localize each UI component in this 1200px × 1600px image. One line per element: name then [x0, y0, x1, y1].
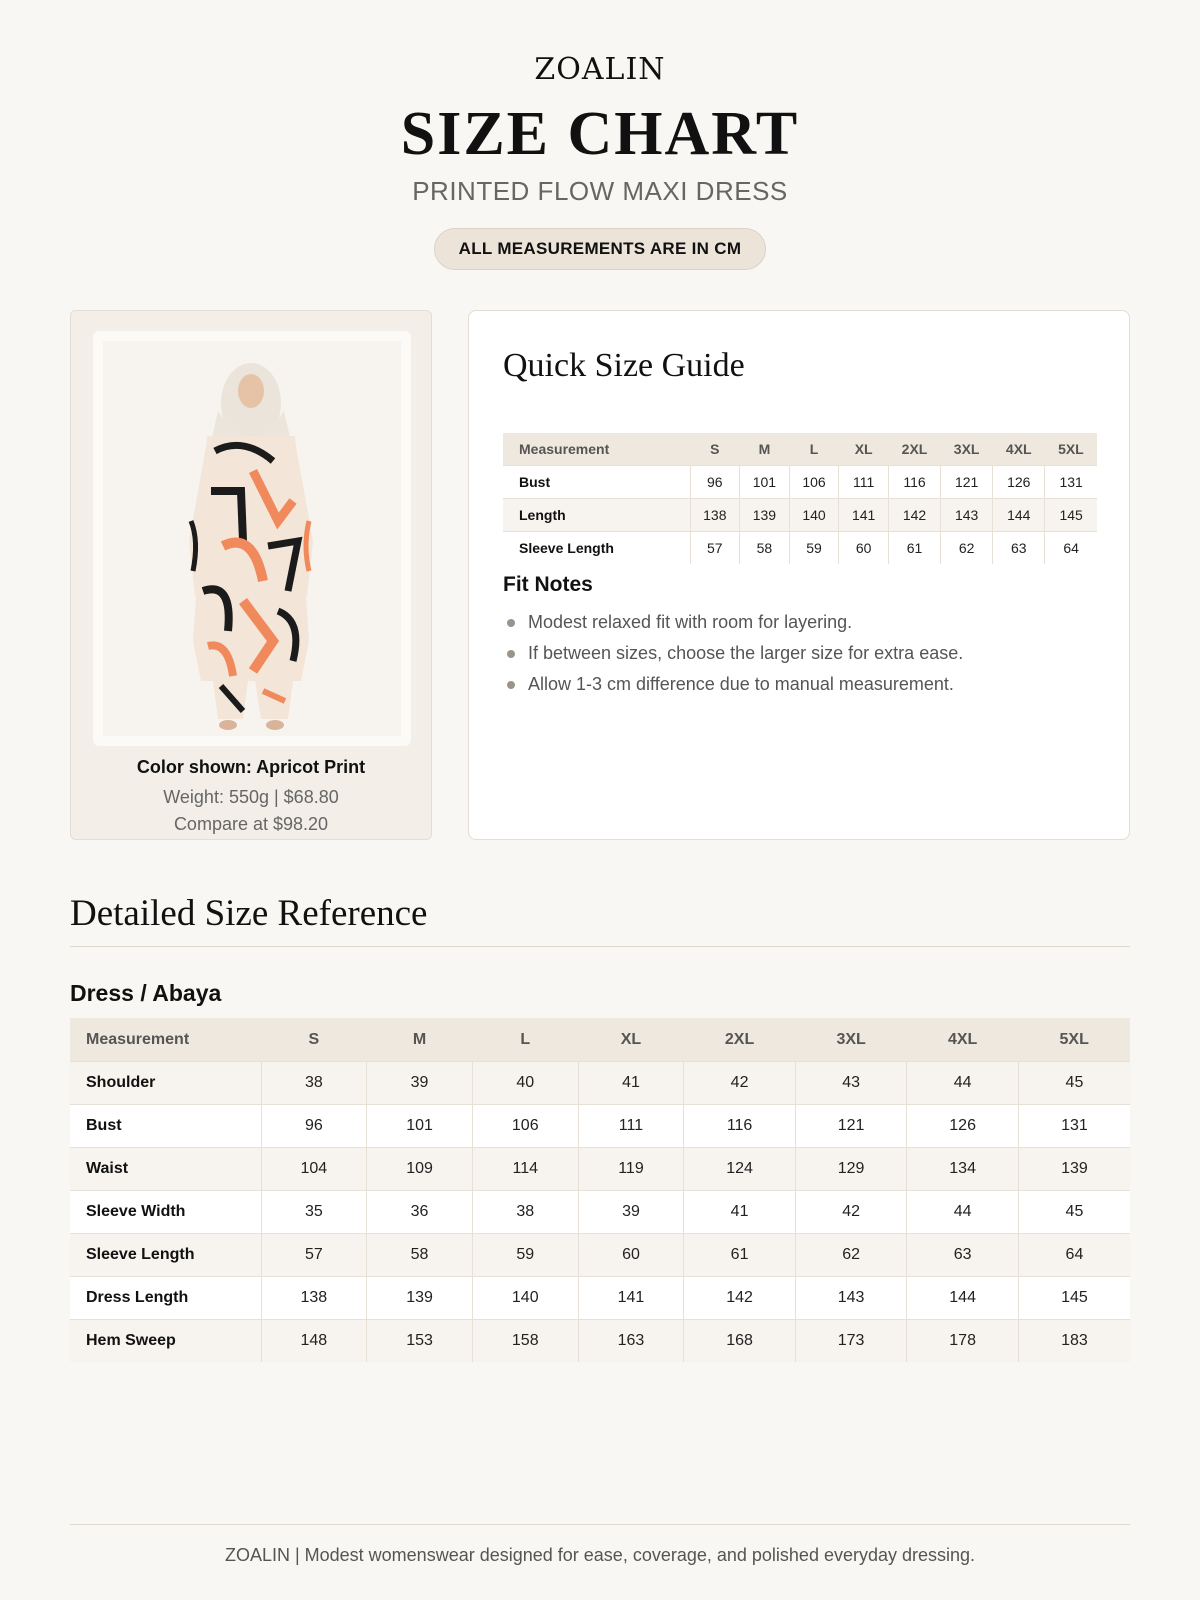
table-cell: 153 [367, 1320, 473, 1363]
table-cell: 42 [684, 1062, 796, 1105]
table-cell: 111 [839, 466, 889, 499]
table-cell: 101 [367, 1105, 473, 1148]
column-header: XL [578, 1018, 684, 1062]
column-header: M [367, 1018, 473, 1062]
table-cell: 168 [684, 1320, 796, 1363]
table-cell: 109 [367, 1148, 473, 1191]
column-header: L [472, 1018, 578, 1062]
column-header: Measurement [70, 1018, 261, 1062]
table-cell: 96 [690, 466, 740, 499]
list-item [503, 638, 963, 669]
table-cell: 45 [1018, 1191, 1130, 1234]
column-header: 4XL [993, 433, 1045, 466]
table-cell: 148 [261, 1320, 367, 1363]
table-cell: 145 [1018, 1277, 1130, 1320]
table-cell: 41 [684, 1191, 796, 1234]
table-cell: 60 [839, 532, 889, 565]
bullet-icon [507, 650, 515, 658]
row-label: Dress Length [70, 1277, 261, 1320]
column-header: S [690, 433, 740, 466]
table-row [70, 1062, 1130, 1105]
table-cell: 173 [795, 1320, 907, 1363]
table-cell: 163 [578, 1320, 684, 1363]
table-cell: 57 [690, 532, 740, 565]
table-cell: 140 [472, 1277, 578, 1320]
table-header-row [70, 1018, 1130, 1062]
row-label: Sleeve Length [503, 532, 690, 565]
brand-logo: ZOALIN [534, 52, 666, 87]
table-row [503, 532, 1097, 565]
table-cell: 142 [684, 1277, 796, 1320]
table-cell: 58 [367, 1234, 473, 1277]
table-cell: 111 [578, 1105, 684, 1148]
list-item [503, 669, 963, 700]
table-cell: 134 [907, 1148, 1019, 1191]
fit-notes-title: Fit Notes [503, 573, 593, 596]
column-header: 2XL [888, 433, 940, 466]
column-header: S [261, 1018, 367, 1062]
table-cell: 57 [261, 1234, 367, 1277]
quick-size-guide-card [468, 310, 1130, 840]
table-cell: 40 [472, 1062, 578, 1105]
footer-divider [70, 1524, 1130, 1525]
weight-price-label: Weight: 550g | $68.80 [163, 787, 339, 807]
table-cell: 96 [261, 1105, 367, 1148]
table-cell: 142 [888, 499, 940, 532]
fit-notes-list [503, 607, 963, 700]
table-cell: 104 [261, 1148, 367, 1191]
row-label: Bust [503, 466, 690, 499]
column-header: 5XL [1045, 433, 1097, 466]
table-cell: 116 [888, 466, 940, 499]
table-cell: 143 [795, 1277, 907, 1320]
table-cell: 141 [839, 499, 889, 532]
table-cell: 44 [907, 1062, 1019, 1105]
list-item [503, 607, 963, 638]
quick-size-table [503, 433, 1097, 564]
table-cell: 44 [907, 1191, 1019, 1234]
row-label: Sleeve Length [70, 1234, 261, 1277]
table-row [503, 466, 1097, 499]
table-cell: 64 [1018, 1234, 1130, 1277]
table-cell: 183 [1018, 1320, 1130, 1363]
table-cell: 126 [993, 466, 1045, 499]
table-cell: 38 [472, 1191, 578, 1234]
row-label: Shoulder [70, 1062, 261, 1105]
column-header: 4XL [907, 1018, 1019, 1062]
table-cell: 45 [1018, 1062, 1130, 1105]
table-cell: 140 [789, 499, 839, 532]
detailed-size-table [70, 1018, 1130, 1362]
table-cell: 138 [690, 499, 740, 532]
table-cell: 119 [578, 1148, 684, 1191]
table-cell: 131 [1045, 466, 1097, 499]
row-label: Length [503, 499, 690, 532]
column-header: 3XL [795, 1018, 907, 1062]
bullet-icon [507, 681, 515, 689]
page-header [0, 0, 1200, 270]
table-cell: 38 [261, 1062, 367, 1105]
table-cell: 129 [795, 1148, 907, 1191]
column-header: Measurement [503, 433, 690, 466]
column-header: L [789, 433, 839, 466]
fit-note-text: Modest relaxed fit with room for layering. [528, 612, 853, 632]
table-cell: 39 [578, 1191, 684, 1234]
table-cell: 59 [472, 1234, 578, 1277]
table-cell: 145 [1045, 499, 1097, 532]
table-cell: 144 [993, 499, 1045, 532]
table-cell: 178 [907, 1320, 1019, 1363]
table-row [70, 1148, 1130, 1191]
table-header-row [503, 433, 1097, 466]
fit-note-text: Allow 1-3 cm difference due to manual measurement. [528, 674, 954, 694]
table-cell: 43 [795, 1062, 907, 1105]
column-header: 5XL [1018, 1018, 1130, 1062]
category-title: Dress / Abaya [70, 980, 222, 1006]
row-label: Sleeve Width [70, 1191, 261, 1234]
table-row [70, 1234, 1130, 1277]
table-cell: 121 [795, 1105, 907, 1148]
table-cell: 139 [740, 499, 790, 532]
table-cell: 131 [1018, 1105, 1130, 1148]
divider [70, 946, 1130, 947]
table-cell: 114 [472, 1148, 578, 1191]
fit-note-text: If between sizes, choose the larger size for extra ease. [528, 643, 964, 663]
column-header: XL [839, 433, 889, 466]
table-cell: 143 [941, 499, 993, 532]
footer-text: ZOALIN | Modest womenswear designed for ease, coverage, and polished everyday dressing. [224, 1545, 976, 1565]
model-dress-illustration [103, 341, 401, 736]
quick-size-guide-title: Quick Size Guide [503, 347, 745, 384]
table-cell: 106 [789, 466, 839, 499]
table-cell: 64 [1045, 532, 1097, 565]
table-cell: 61 [888, 532, 940, 565]
table-cell: 62 [795, 1234, 907, 1277]
table-cell: 139 [367, 1277, 473, 1320]
table-cell: 36 [367, 1191, 473, 1234]
table-row [503, 499, 1097, 532]
table-cell: 59 [789, 532, 839, 565]
table-cell: 39 [367, 1062, 473, 1105]
row-label: Bust [70, 1105, 261, 1148]
detailed-size-title: Detailed Size Reference [70, 893, 428, 934]
page-title: SIZE CHART [400, 100, 800, 168]
table-cell: 101 [740, 466, 790, 499]
table-cell: 60 [578, 1234, 684, 1277]
table-row [70, 1277, 1130, 1320]
table-cell: 106 [472, 1105, 578, 1148]
table-cell: 121 [941, 466, 993, 499]
table-row [70, 1191, 1130, 1234]
product-card [70, 310, 432, 840]
compare-price-label: Compare at $98.20 [173, 814, 329, 834]
bullet-icon [507, 619, 515, 627]
table-cell: 42 [795, 1191, 907, 1234]
table-cell: 61 [684, 1234, 796, 1277]
row-label: Waist [70, 1148, 261, 1191]
table-cell: 58 [740, 532, 790, 565]
table-cell: 139 [1018, 1148, 1130, 1191]
table-cell: 124 [684, 1148, 796, 1191]
table-row [70, 1320, 1130, 1363]
table-cell: 158 [472, 1320, 578, 1363]
column-header: 2XL [684, 1018, 796, 1062]
color-shown-label: Color shown: Apricot Print [136, 757, 366, 777]
column-header: M [740, 433, 790, 466]
table-row [70, 1105, 1130, 1148]
table-cell: 138 [261, 1277, 367, 1320]
table-cell: 35 [261, 1191, 367, 1234]
table-cell: 141 [578, 1277, 684, 1320]
row-label: Hem Sweep [70, 1320, 261, 1363]
table-cell: 116 [684, 1105, 796, 1148]
product-image [93, 331, 411, 746]
table-cell: 63 [993, 532, 1045, 565]
table-cell: 144 [907, 1277, 1019, 1320]
column-header: 3XL [941, 433, 993, 466]
units-badge: ALL MEASUREMENTS ARE IN CM [434, 228, 767, 270]
product-name: PRINTED FLOW MAXI DRESS [412, 176, 788, 206]
table-cell: 62 [941, 532, 993, 565]
table-cell: 63 [907, 1234, 1019, 1277]
table-cell: 41 [578, 1062, 684, 1105]
table-cell: 126 [907, 1105, 1019, 1148]
